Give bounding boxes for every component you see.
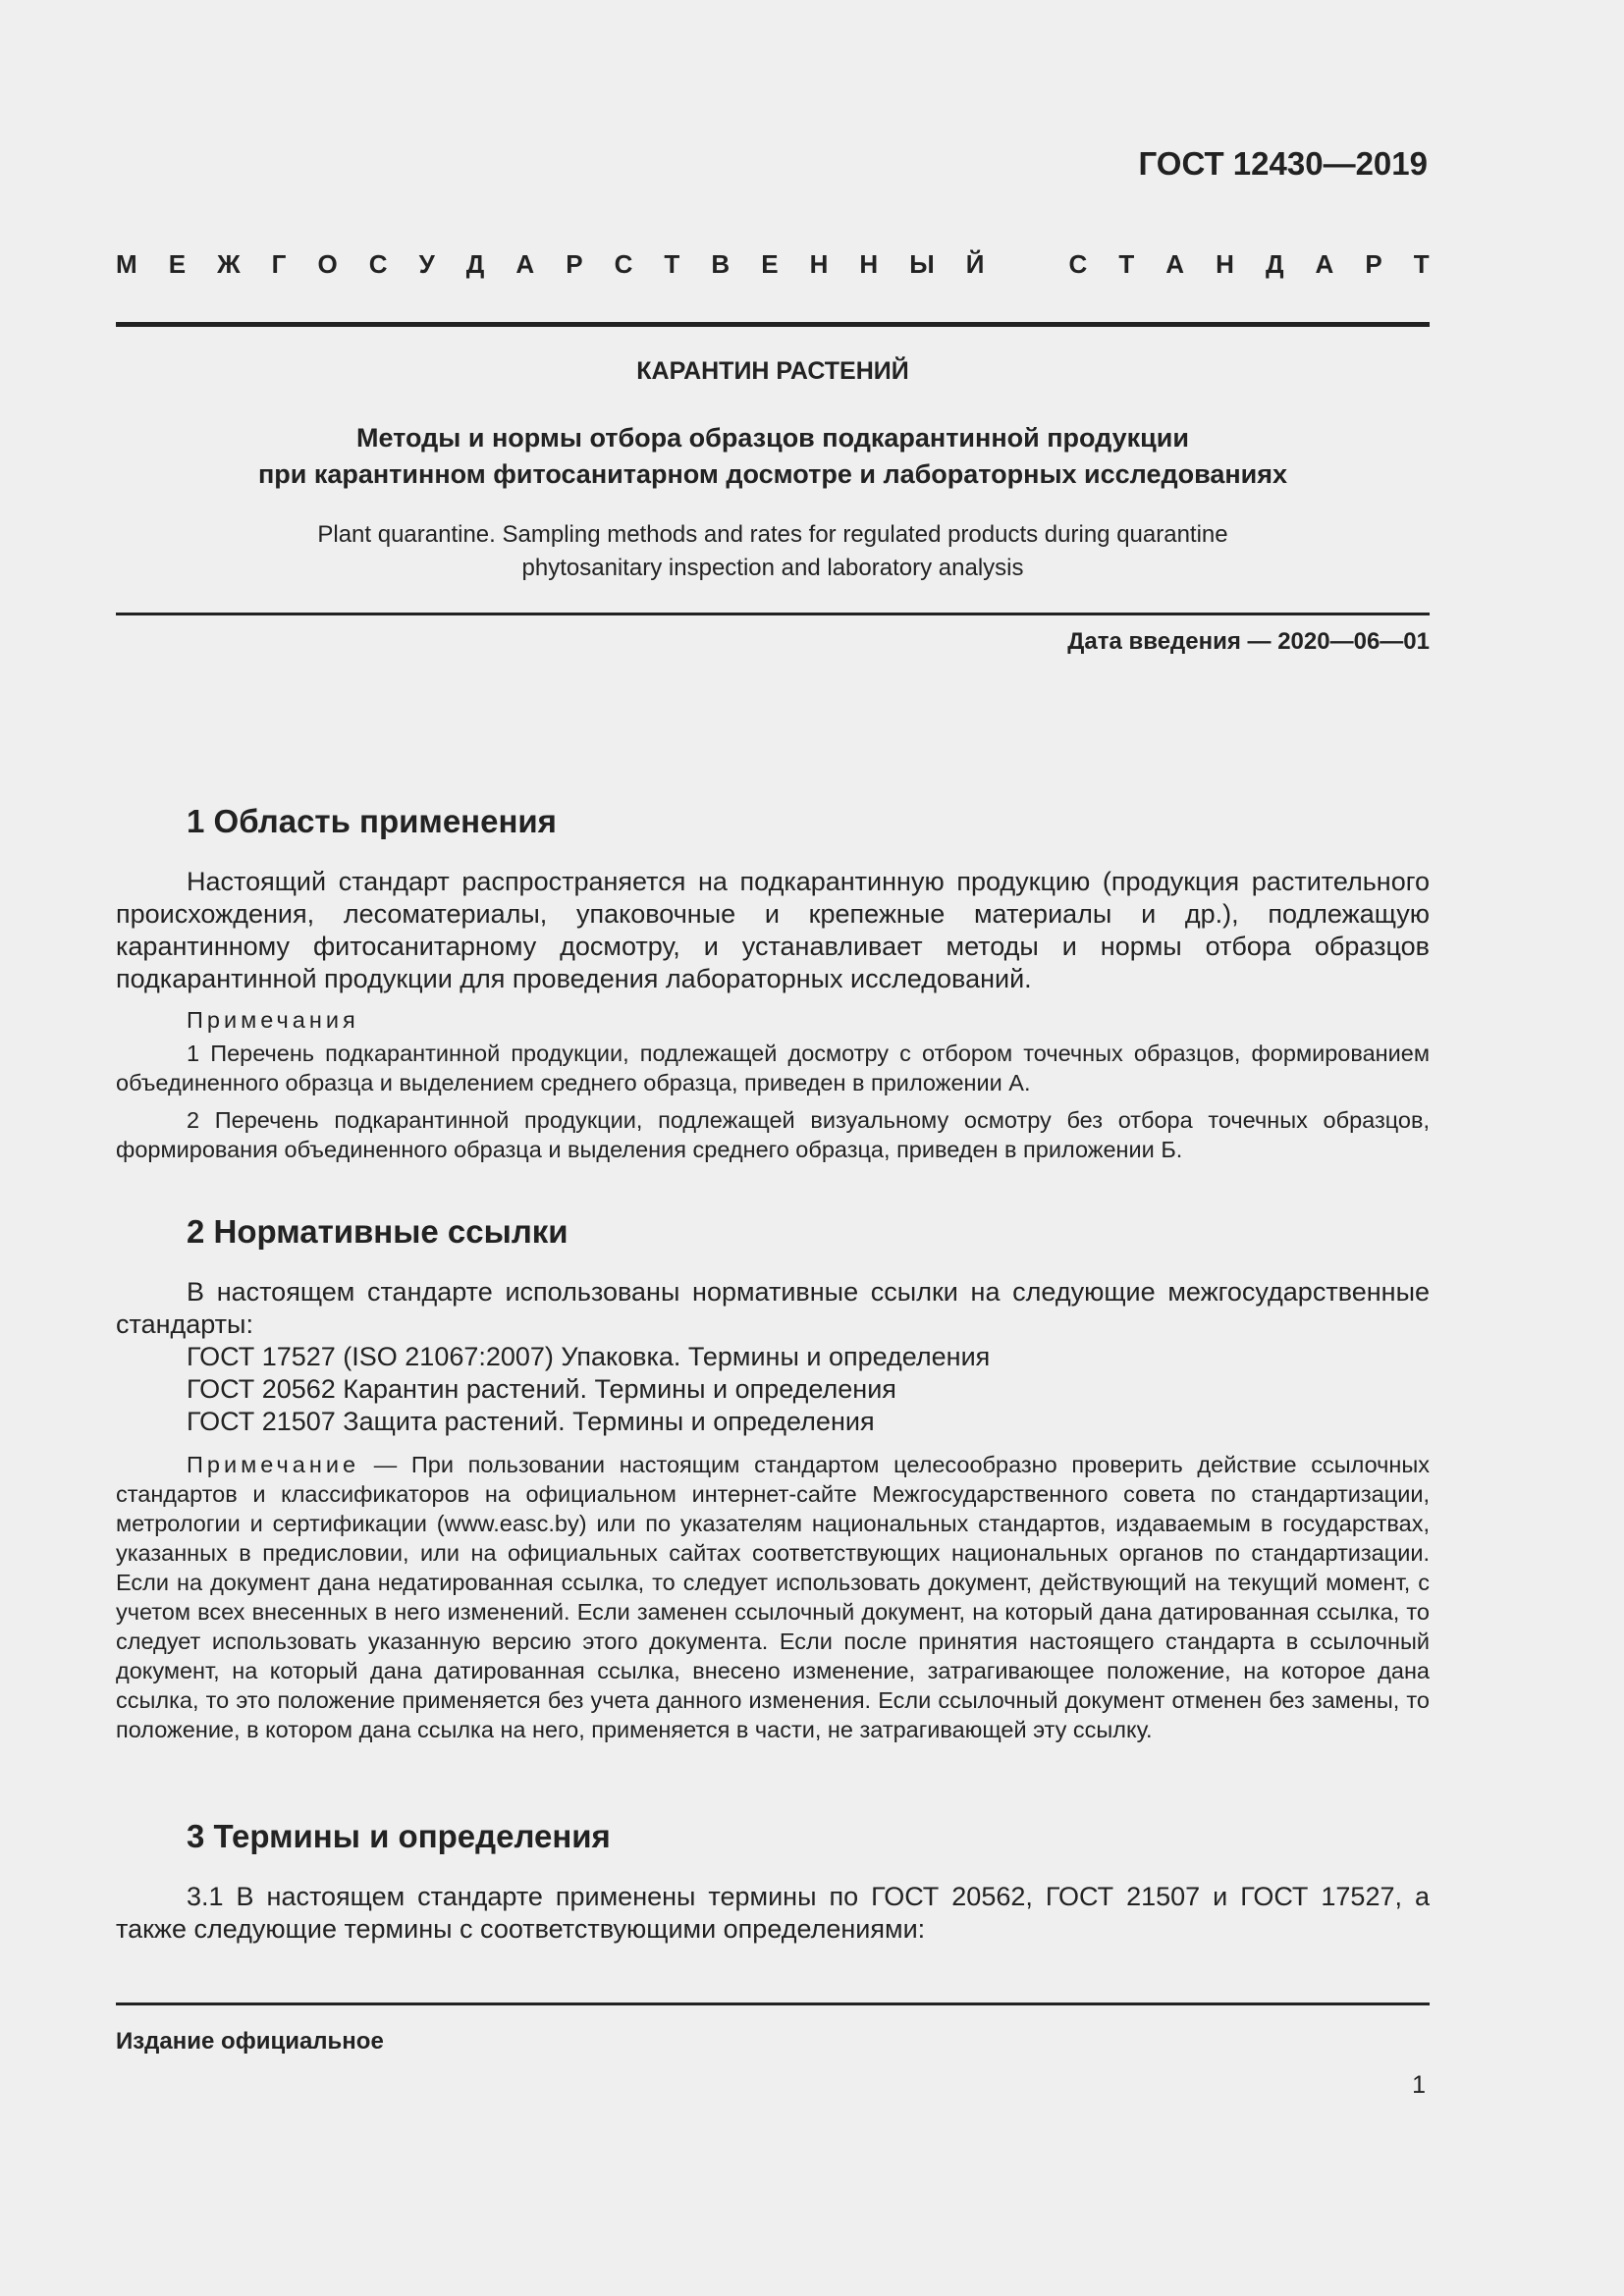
banner-letter: Р <box>1365 249 1382 279</box>
notes-title: Примечания <box>187 1007 359 1033</box>
banner-letter: В <box>711 249 731 279</box>
english-title <box>116 518 1430 585</box>
banner-letter: А <box>515 249 535 279</box>
banner-letter <box>1015 249 1037 280</box>
banner-letter: Ж <box>217 249 241 279</box>
interstate-standard-banner <box>116 249 1430 280</box>
document-title: КАРАНТИН РАСТЕНИЙ <box>636 357 909 385</box>
banner-letter: С <box>368 249 388 279</box>
banner-letter: Д <box>465 249 485 279</box>
introduction-date: Дата введения — 2020—06—01 <box>1067 628 1430 655</box>
title-divider <box>116 613 1430 615</box>
top-divider <box>116 322 1430 327</box>
banner-letter: А <box>1315 249 1334 279</box>
banner-letter: Д <box>1265 249 1284 279</box>
banner-letter: А <box>1165 249 1185 279</box>
subtitle-line-1: Методы и нормы отбора образцов подкарантинной продукции <box>356 423 1189 453</box>
reference-item: ГОСТ 17527 (ISO 21067:2007) Упаковка. Термины и определения <box>187 1342 991 1371</box>
english-title-line-2: phytosanitary inspection and laboratory analysis <box>521 555 1024 581</box>
gost-number: ГОСТ 12430—2019 <box>1138 145 1428 182</box>
banner-letter: Й <box>965 249 985 279</box>
banner-letter: У <box>418 249 435 279</box>
banner-letter: Р <box>566 249 583 279</box>
section-heading: 2 Нормативные ссылки <box>187 1213 568 1250</box>
banner-letter: С <box>614 249 633 279</box>
official-edition-label: Издание официальное <box>116 2028 384 2055</box>
banner-letter: Е <box>761 249 779 279</box>
section-heading: 1 Область применения <box>187 803 557 839</box>
page-number: 1 <box>1412 2071 1426 2099</box>
banner-letter: Т <box>1413 249 1430 279</box>
references-note <box>116 1450 1430 1744</box>
subtitle-line-2: при карантинном фитосанитарном досмотре и лабораторных исследованиях <box>257 459 1288 489</box>
banner-letter: Н <box>859 249 879 279</box>
english-title-line-1: Plant quarantine. Sampling methods and rates for regulated products during quarantine <box>317 521 1228 548</box>
reference-item: ГОСТ 21507 Защита растений. Термины и определения <box>187 1407 875 1436</box>
banner-letter: С <box>1068 249 1088 279</box>
banner-letter: Ы <box>909 249 935 279</box>
banner-letter: Г <box>271 249 287 279</box>
reference-item: ГОСТ 20562 Карантин растений. Термины и определения <box>187 1374 896 1404</box>
references-intro: В настоящем стандарте использованы нормативные ссылки на следующие межгосударственные стандарты: <box>116 1277 1430 1339</box>
section-heading: 3 Термины и определения <box>187 1818 611 1854</box>
note-label: Примечание <box>187 1452 360 1477</box>
section-terms <box>116 1818 1430 1946</box>
note-text: — При пользовании настоящим стандартом целесообразно проверить действие ссылочных стандартов и классификаторов на официальном интернет-сайте Межгосударственного совета по стандартизации, метрологии и сертификации (www.easc.by) или по указателям национальных стандартов, издаваемым в государствах, указанных в предисловии, или на официальных сайтах соответствующих национальных органов по стандартизации. Если на документ дана недатированная ссылка, то следует использовать документ, действующий на текущий момент, с учетом всех внесенных в него изменений. Если заменен ссылочный документ, на который дана датированная ссылка, то следует использовать указанную версию этого документа. Если после принятия настоящего стандарта в ссылочный документ, на который дана датированная ссылка, внесено изменение, затрагивающее положение, на которое дана ссылка, то это положение применяется без учета данного изменения. Если ссылочный документ отменен без замены, то положение, в котором дана ссылка на него, применяется в части, не затрагивающей эту ссылку. <box>116 1452 1430 1742</box>
banner-letter: Н <box>1216 249 1234 279</box>
banner-letter: Е <box>168 249 187 279</box>
note-2: 2 Перечень подкарантинной продукции, подлежащей визуальному осмотру без отбора точечных образцов, формирования объединенного образца и выделения среднего образца, приведен в приложении Б. <box>116 1107 1430 1162</box>
footer-divider <box>116 2002 1430 2005</box>
banner-letter: М <box>116 249 137 279</box>
document-subtitle <box>116 420 1430 493</box>
banner-letter: Т <box>1118 249 1135 279</box>
terms-paragraph: 3.1 В настоящем стандарте применены термины по ГОСТ 20562, ГОСТ 21507 и ГОСТ 17527, а также следующие термины с соответствующими определениями: <box>116 1882 1430 1944</box>
section-normative-references <box>116 1213 1430 1744</box>
section-scope <box>116 803 1430 1164</box>
scope-paragraph: Настоящий стандарт распространяется на подкарантинную продукцию (продукция растительного происхождения, лесоматериалы, упаковочные и крепежные материалы и др.), подлежащую карантинному фитосанитарному досмотру, и устанавливает методы и нормы отбора образцов подкарантинной продукции для проведения лабораторных исследований. <box>116 867 1430 993</box>
banner-letter: Т <box>664 249 680 279</box>
banner-letter: О <box>317 249 338 279</box>
note-1: 1 Перечень подкарантинной продукции, подлежащей досмотру с отбором точечных образцов, формированием объединенного образца и выделением среднего образца, приведен в приложении А. <box>116 1041 1430 1095</box>
banner-letter: Н <box>809 249 829 279</box>
